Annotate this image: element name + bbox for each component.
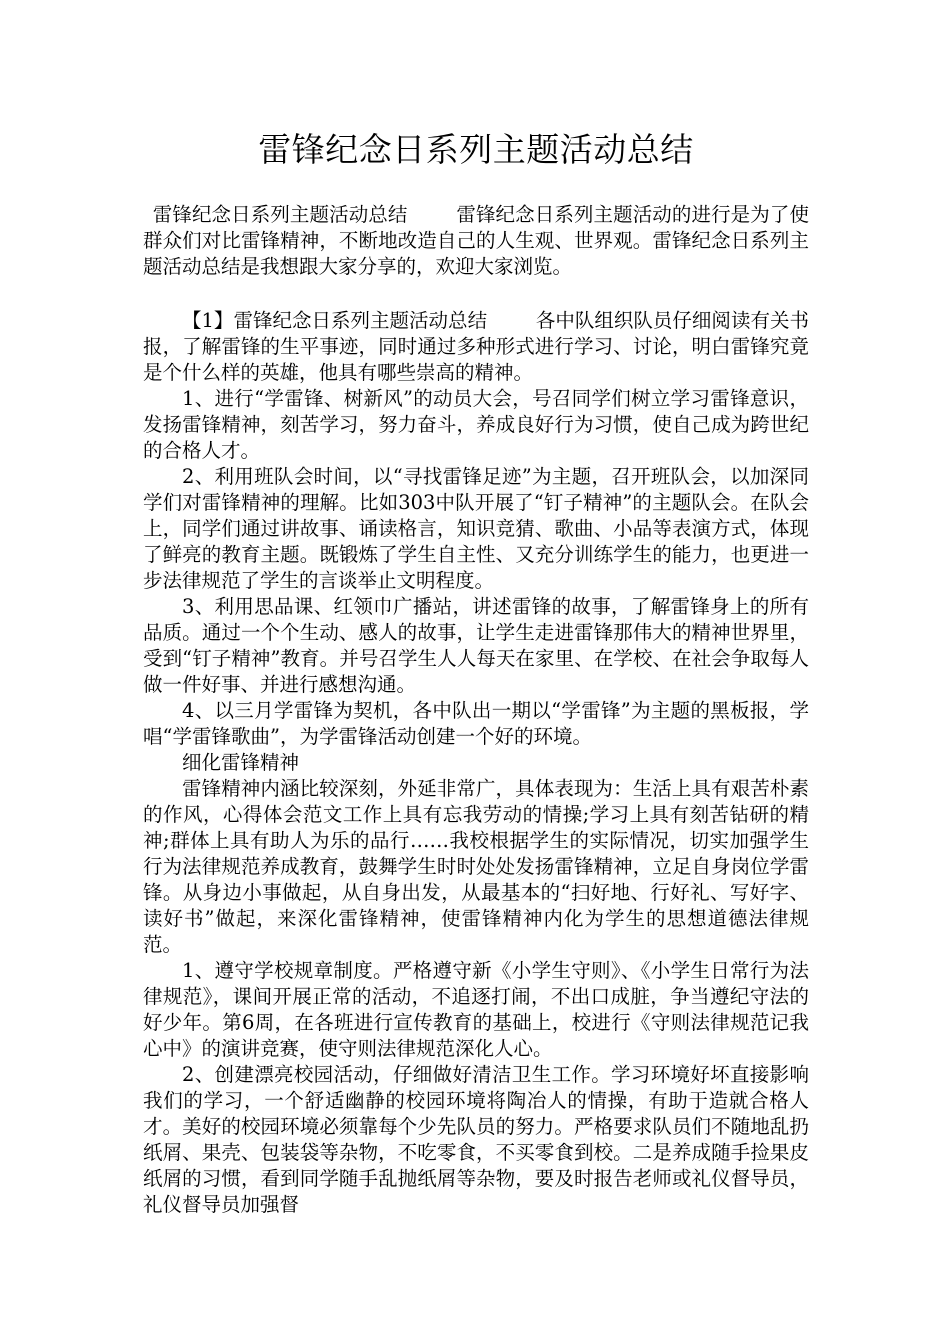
body-paragraph-4: 4、以三月学雷锋为契机，各中队出一期以“学雷锋”为主题的黑板报，学唱“学雷锋歌曲”，为学雷锋活动创建一个好的环境。	[143, 699, 809, 748]
section1-paragraph	[143, 308, 809, 386]
body-paragraph-5: 雷锋精神内涵比较深刻，外延非常广，具体表现为：生活上具有艰苦朴素的作风，心得体会范文工作上具有忘我劳动的情操;学习上具有刻苦钻研的精神;群体上具有助人为乐的品行……我校根据学生的实际情况，切实加强学生行为法律规范养成教育，鼓舞学生时时处处发扬雷锋精神，立足自身岗位学雷锋。从身边小事做起，从自身出发，从最基本的“扫好地、行好礼、写好字、读好书”做起，来深化雷锋精神，使雷锋精神内化为学生的思想道德法律规范。	[143, 777, 809, 956]
body-paragraph-2: 2、利用班队会时间，以“寻找雷锋足迹”为主题，召开班队会，以加深同学们对雷锋精神的理解。比如303中队开展了“钉子精神”的主题队会。在队会上，同学们通过讲故事、诵读格言，知识竞猜、歌曲、小品等表演方式，体现了鲜亮的教育主题。既锻炼了学生自主性、又充分训练学生的能力，也更进一步法律规范了学生的言谈举止文明程度。	[143, 465, 809, 592]
body-paragraph-1: 1、进行“学雷锋、树新风”的动员大会，号召同学们树立学习雷锋意识，发扬雷锋精神，刻苦学习，努力奋斗，养成良好行为习惯，使自己成为跨世纪的合格人才。	[143, 387, 809, 462]
intro-text: 雷锋纪念日系列主题活动的进行是为了使群众们对比雷锋精神，不断地改造自己的人生观、世界观。雷锋纪念日系列主题活动总结是我想跟大家分享的，欢迎大家浏览。	[143, 203, 809, 278]
body-paragraph-7: 2、创建漂亮校园活动，仔细做好清洁卫生工作。学习环境好坏直接影响我们的学习，一个舒适幽静的校园环境将陶冶人的情操，有助于造就合格人才。美好的校园环境必须靠每个少先队员的努力。严格要求队员们不随地乱扔纸屑、果壳、包装袋等杂物，不吃零食，不买零食到校。二是养成随手捡果皮纸屑的习惯，看到同学随手乱抛纸屑等杂物，要及时报告老师或礼仪督导员，礼仪督导员加强督	[143, 1063, 809, 1216]
intro-paragraph	[143, 202, 809, 280]
intro-heading: 雷锋纪念日系列主题活动总结	[152, 203, 408, 226]
body-paragraph-3: 3、利用思品课、红领巾广播站，讲述雷锋的故事，了解雷锋身上的所有品质。通过一个个生动、感人的故事，让学生走进雷锋那伟大的精神世界里，受到“钉子精神”教育。并号召学生人人每天在家里、在学校、在社会争取每人做一件好事、并进行感想沟通。	[143, 595, 809, 696]
document-title: 雷锋纪念日系列主题活动总结	[258, 130, 694, 169]
section-subheading: 细化雷锋精神	[182, 751, 300, 774]
document-page	[143, 128, 809, 1218]
section1-text: 各中队组织队员仔细阅读有关书报，了解雷锋的生平事迹，同时通过多种形式进行学习、讨论，明白雷锋究竟是个什么样的英雄，他具有哪些崇高的精神。	[143, 309, 809, 384]
section1-heading: 【1】雷锋纪念日系列主题活动总结	[182, 309, 488, 332]
paragraph-gap	[143, 280, 809, 308]
body-paragraph-6: 1、遵守学校规章制度。严格遵守新《小学生守则》、《小学生日常行为法律规范》，课间开展正常的活动，不追逐打闹，不出口成脏，争当遵纪守法的好少年。第6周，在各班进行宣传教育的基础上，校进行《守则法律规范记我心中》的演讲竞赛，使守则法律规范深化人心。	[143, 959, 809, 1060]
